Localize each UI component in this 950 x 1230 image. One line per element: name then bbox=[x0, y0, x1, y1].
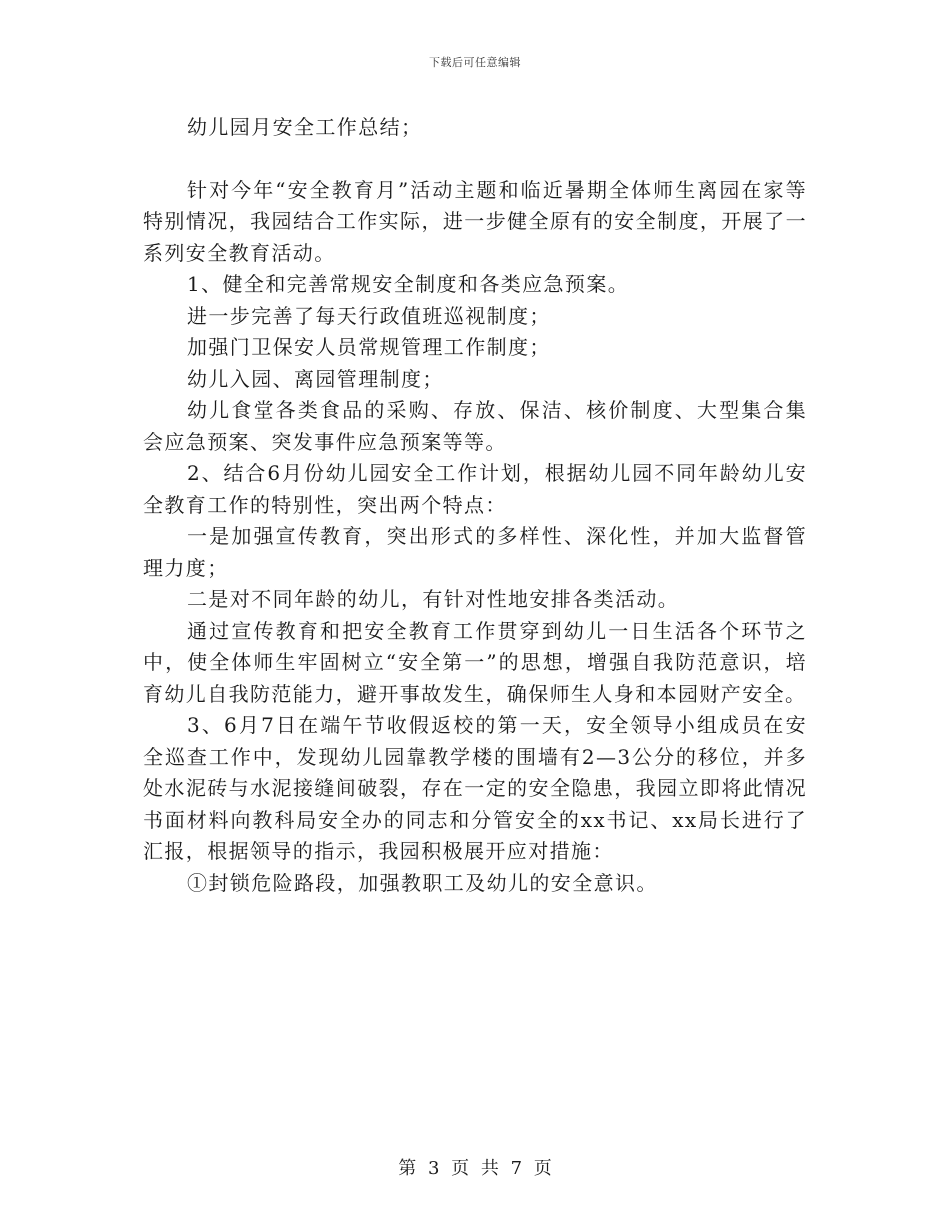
document-title: 幼儿园月安全工作总结； bbox=[187, 115, 423, 139]
paragraph-item: 幼儿食堂各类食品的采购、存放、保洁、核价制度、大型集合集会应急预案、突发事件应急预案等等。 bbox=[143, 398, 807, 454]
paragraph-item: 进一步完善了每天行政值班巡视制度； bbox=[187, 303, 551, 328]
paragraph-section-2: 2、结合6月份幼儿园安全工作计划，根据幼儿园不同年龄幼儿安全教育工作的特别性，突出两个特点： bbox=[143, 461, 807, 517]
paragraph-item: ①封锁危险路段，加强教职工及幼儿的安全意识。 bbox=[187, 870, 658, 895]
document-body bbox=[143, 112, 807, 899]
paragraph-item: 一是加强宣传教育，突出形式的多样性、深化性，并加大监督管理力度； bbox=[143, 524, 807, 580]
paragraph-item: 加强门卫保安人员常规管理工作制度； bbox=[187, 335, 551, 359]
paragraph-item: 幼儿入园、离园管理制度； bbox=[187, 366, 444, 391]
paragraph-section-3: 3、6月7日在端午节收假返校的第一天，安全领导小组成员在安全巡查工作中，发现幼儿园靠教学楼的围墙有2—3公分的移位，并多处水泥砖与水泥接缝间破裂，存在一定的安全隐患，我园立即将此情况书面材料向教科局安全办的同志和分管安全的xx书记、xx局长进行了汇报，根据领导的指示，我园积极展开应对措施： bbox=[143, 713, 807, 863]
paragraph-summary: 通过宣传教育和把安全教育工作贯穿到幼儿一日生活各个环节之中，使全体师生牢固树立“安全第一”的思想，增强自我防范意识，培育幼儿自我防范能力，避开事故发生，确保师生人身和本园财产安全。 bbox=[143, 618, 807, 706]
page-number: 第 3 页 共 7 页 bbox=[398, 1158, 552, 1179]
page-header-note: 下载后可任意编辑 bbox=[429, 56, 521, 69]
paragraph-intro: 针对今年“安全教育月”活动主题和临近暑期全体师生离园在家等特别情况，我园结合工作实际，进一步健全原有的安全制度，开展了一系列安全教育活动。 bbox=[143, 177, 807, 265]
paragraph-item: 二是对不同年龄的幼儿，有针对性地安排各类活动。 bbox=[187, 587, 680, 611]
paragraph-section-1: 1、健全和完善常规安全制度和各类应急预案。 bbox=[187, 272, 630, 296]
